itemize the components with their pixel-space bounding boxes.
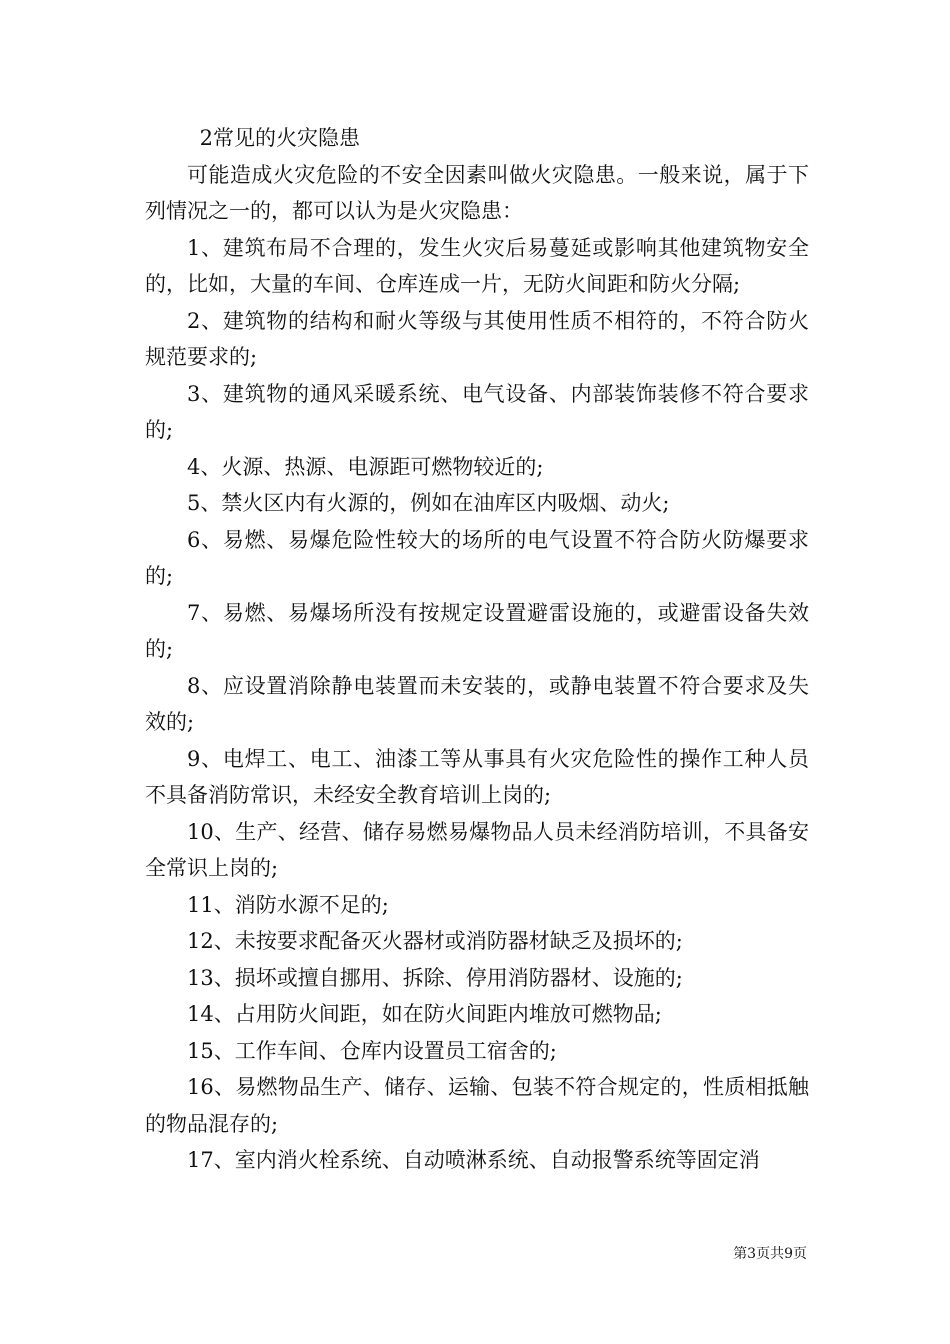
list-item: 7、易燃、易爆场所没有按规定设置避雷设施的，或避雷设备失效的;: [145, 600, 809, 661]
list-item: 16、易燃物品生产、储存、运输、包装不符合规定的，性质相抵触的物品混存的;: [145, 1075, 809, 1136]
section-heading: 2常见的火灾隐患: [199, 126, 360, 150]
list-item: 10、生产、经营、储存易燃易爆物品人员未经消防培训，不具备安全常识上岗的;: [145, 819, 809, 880]
list-item: 8、应设置消除静电装置而未安装的，或静电装置不符合要求及失效的;: [145, 673, 809, 734]
document-body: [145, 120, 809, 1179]
page-number: 第3页共9页: [733, 1246, 807, 1262]
list-item: 11、消防水源不足的;: [187, 892, 389, 917]
list-item: 17、室内消火栓系统、自动喷淋系统、自动报警系统等固定消: [187, 1148, 760, 1172]
list-item: 4、火源、热源、电源距可燃物较近的;: [187, 454, 544, 479]
list-item: 1、建筑布局不合理的，发生火灾后易蔓延或影响其他建筑物安全的，比如，大量的车间、仓库连成一片，无防火间距和防火分隔;: [145, 235, 809, 296]
list-item: 15、工作车间、仓库内设置员工宿舍的;: [187, 1038, 557, 1063]
list-item: 9、电焊工、电工、油漆工等从事具有火灾危险性的操作工种人员不具备消防常识，未经安全教育培训上岗的;: [145, 746, 809, 807]
list-item: 14、占用防火间距，如在防火间距内堆放可燃物品;: [187, 1002, 662, 1026]
list-item: 12、未按要求配备灭火器材或消防器材缺乏及损坏的;: [187, 929, 683, 953]
intro-paragraph: 可能造成火灾危险的不安全因素叫做火灾隐患。一般来说，属于下列情况之一的，都可以认为是火灾隐患：: [145, 162, 809, 223]
list-item: 3、建筑物的通风采暖系统、电气设备、内部装饰装修不符合要求的;: [145, 381, 809, 442]
list-item: 5、禁火区内有火源的，例如在油库区内吸烟、动火;: [187, 491, 670, 515]
list-item: 2、建筑物的结构和耐火等级与其使用性质不相符的，不符合防火规范要求的;: [145, 308, 809, 369]
list-item: 6、易燃、易爆危险性较大的场所的电气设置不符合防火防爆要求的;: [145, 527, 809, 588]
list-item: 13、损坏或擅自挪用、拆除、停用消防器材、设施的;: [187, 965, 683, 990]
